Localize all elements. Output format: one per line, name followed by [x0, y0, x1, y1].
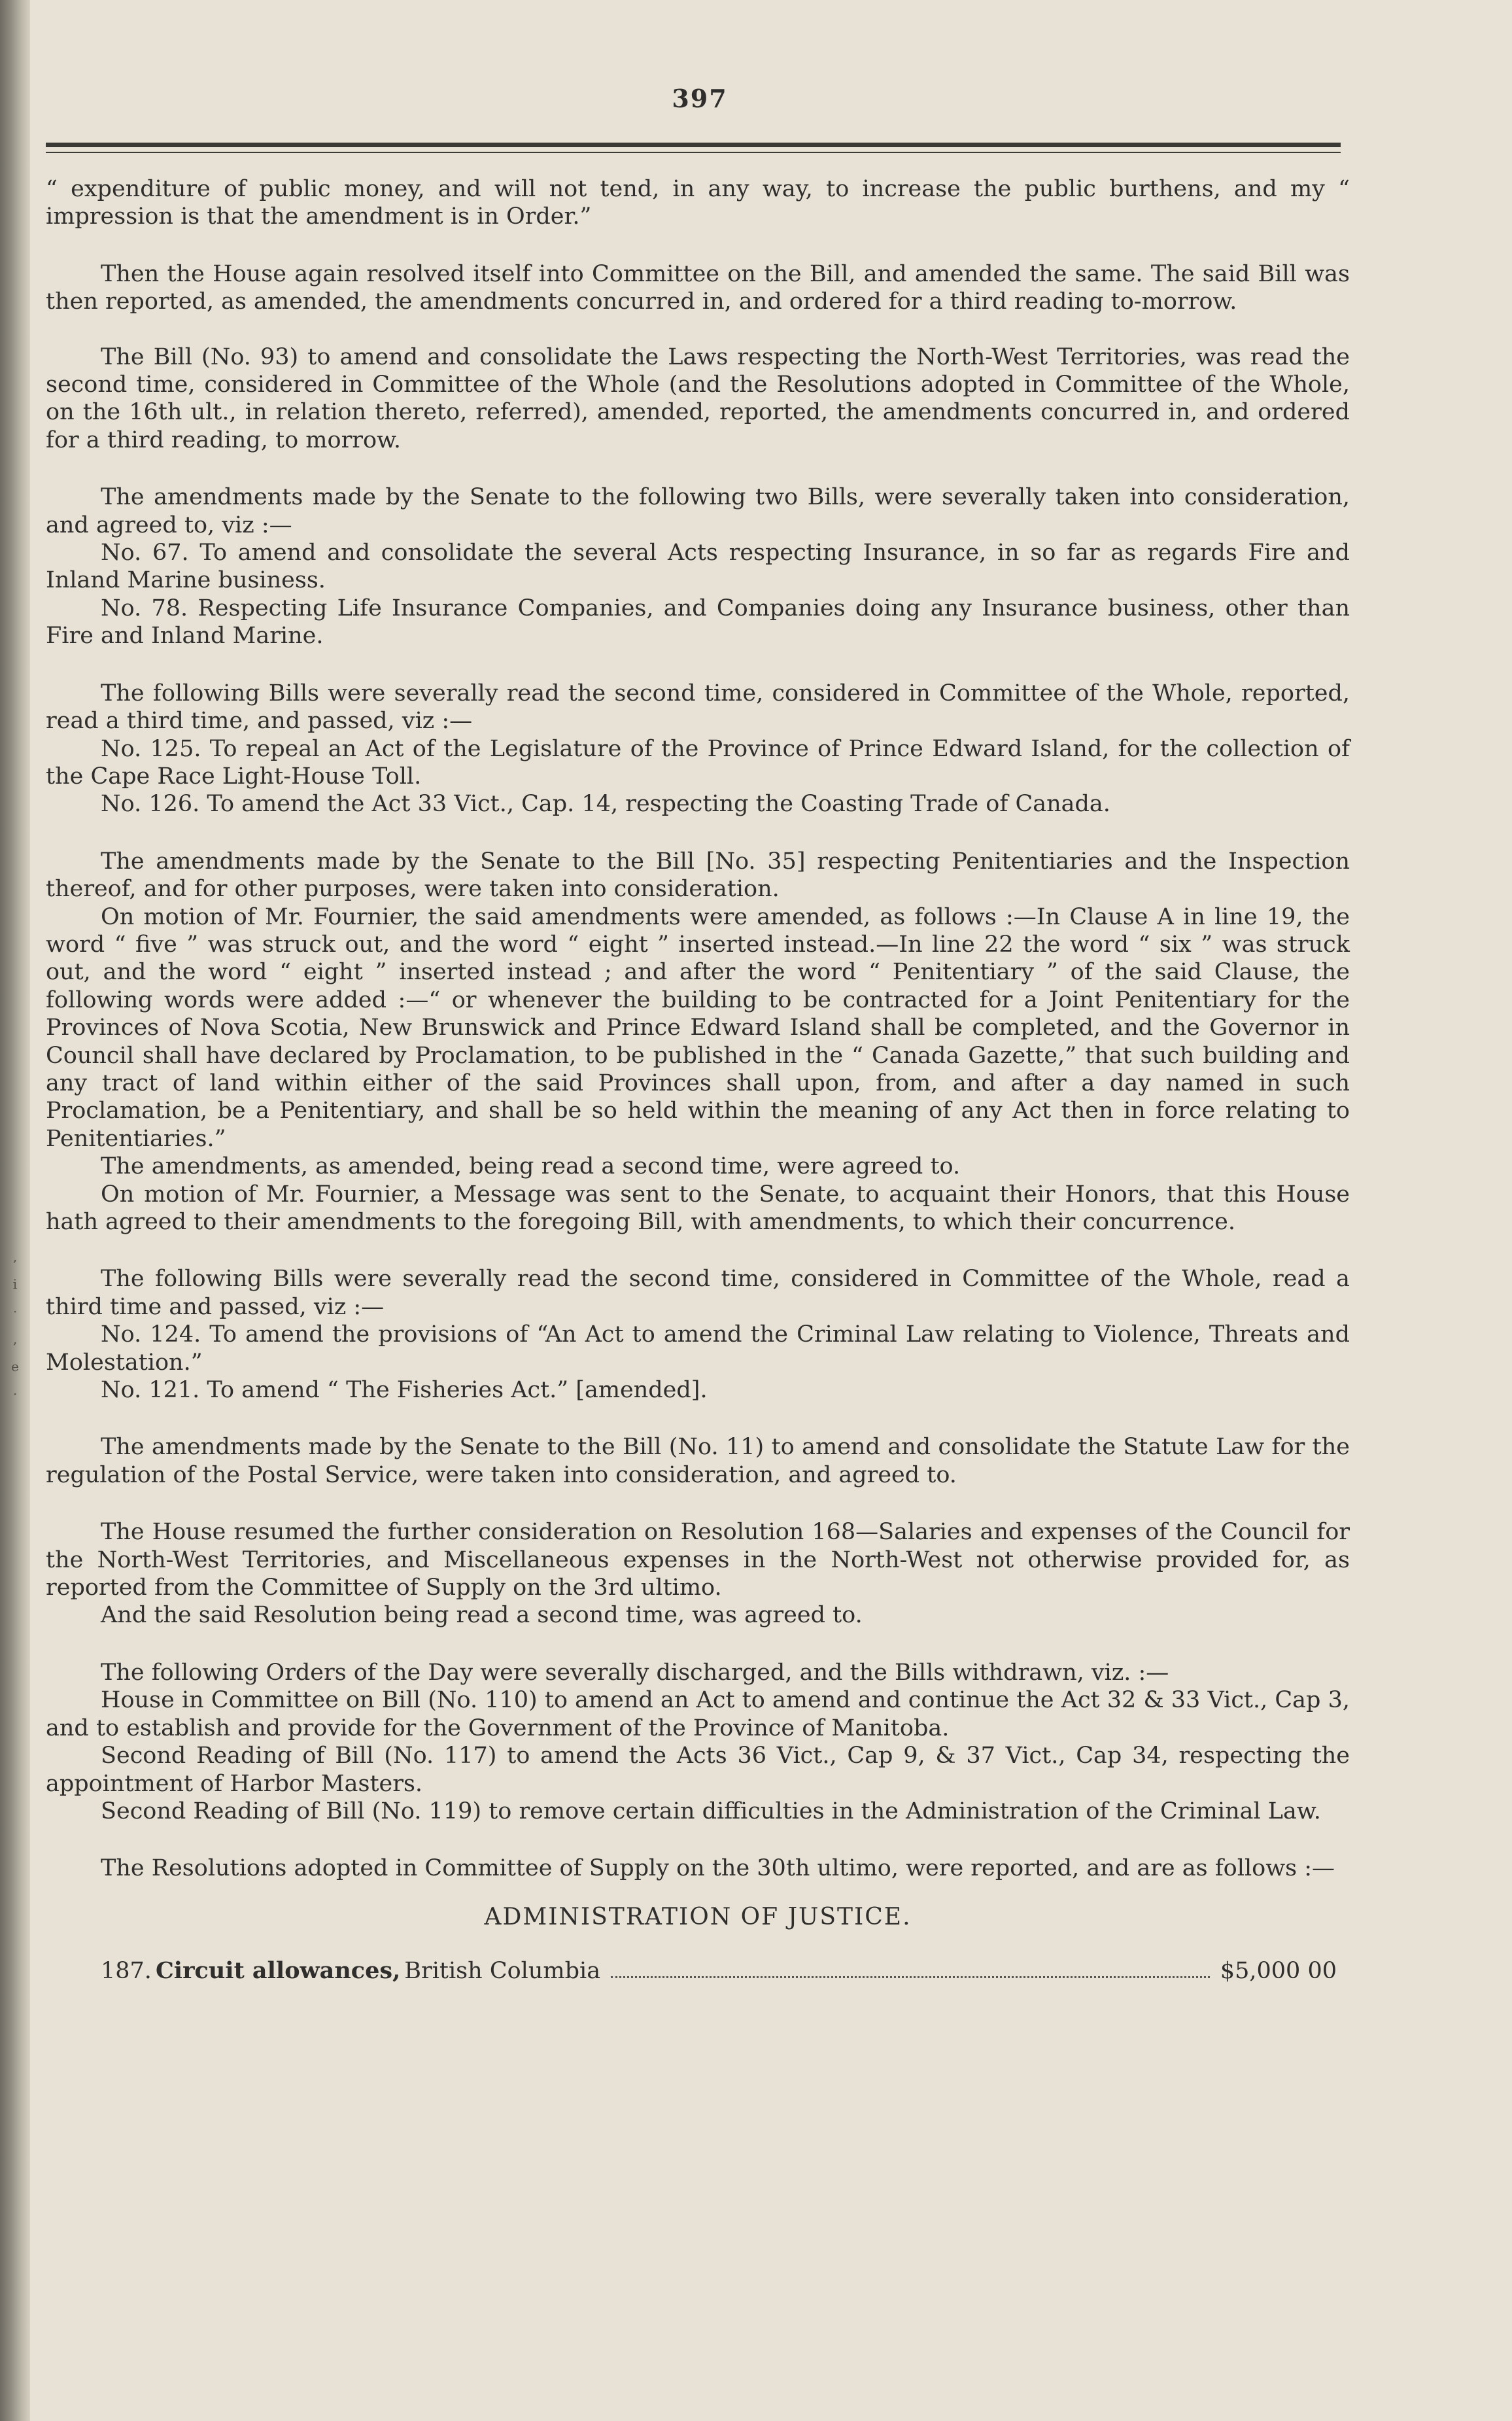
item-amount: $5,000 00 [1220, 1958, 1337, 1985]
paragraph: No. 67. To amend and consolidate the several Acts respecting Insurance, in so far as regards Fire and Inland Marine business. [46, 540, 1350, 594]
page-number: 397 [672, 84, 728, 113]
paragraph: No. 125. To repeal an Act of the Legislature of the Province of Prince Edward Island, for the collection of the Cape Race Light-House Toll. [46, 735, 1350, 790]
paragraph: And the said Resolution being read a second time, was agreed to. [101, 1602, 863, 1629]
item-location: British Columbia [404, 1958, 601, 1985]
paragraph: The following Bills were severally read the second time, considered in Committee of the Whole, read a third time and passed, viz :— [46, 1266, 1350, 1320]
paragraph: The amendments, as amended, being read a second time, were agreed to. [101, 1153, 961, 1180]
paragraph: The amendments made by the Senate to the Bill [No. 35] respecting Penitentiaries and the Inspection thereof, and for other purposes, were taken into consideration. [46, 848, 1350, 903]
list-item [46, 1957, 1350, 1985]
header-rule-thin [46, 152, 1341, 153]
paragraph: “ expenditure of public money, and will not tend, in any way, to increase the public burthens, and my “ impression is that the amendment is in Order.” [46, 176, 1350, 230]
paragraph: The following Orders of the Day were severally discharged, and the Bills withdrawn, viz. :— [101, 1659, 1169, 1686]
paragraph: The amendments made by the Senate to the Bill (No. 11) to amend and consolidate the Statute Law for the regulation of the Postal Service, were taken into consideration, and agreed to. [46, 1434, 1350, 1488]
paragraph: On motion of Mr. Fournier, a Message was sent to the Senate, to acquaint their Honors, that this House hath agreed to their amendments to the foregoing Bill, with amendments, to which their concurrence. [46, 1181, 1350, 1235]
paragraph: Second Reading of Bill (No. 117) to amend the Acts 36 Vict., Cap 9, & 37 Vict., Cap 34, respecting the appointment of Harbor Masters. [46, 1743, 1350, 1797]
paragraph: House in Committee on Bill (No. 110) to amend an Act to amend and continue the Act 32 & 33 Vict., Cap 3, and to establish and provide for the Government of the Province of Manitoba. [46, 1687, 1350, 1741]
section-heading: ADMINISTRATION OF JUSTICE. [484, 1903, 912, 1930]
item-number: 187. [101, 1958, 152, 1985]
paragraph: The amendments made by the Senate to the following two Bills, were severally taken into consideration, and agreed to, viz :— [46, 484, 1350, 538]
gutter-residue: , i · , e · [11, 1249, 19, 1402]
paragraph: The House resumed the further consideration on Resolution 168—Salaries and expenses of the Council for the North-West Territories, and Miscellaneous expenses in the North-West not otherwise provided for, as reported from the Committee of Supply on the 3rd ultimo. [46, 1519, 1350, 1601]
paragraph: On motion of Mr. Fournier, the said amendments were amended, as follows :—In Clause A in line 19, the word “ five ” was struck out, and the word “ eight ” inserted instead.—In line 22 the word “ six ” was struck out, and the word “ eight ” inserted instead ; and after the word “ Penitentiary ” of the said Clause, the following words were added :—“ or whenever the building to be contracted for a Joint Penitentiary for the Provinces of Nova Scotia, New Brunswick and Prince Edward Island shall be completed, and the Governor in Council shall have declared by Proclamation, to be published in the “ Canada Gazette,” that such building and any tract of land within either of the said Provinces shall upon, from, and after a day named in such Proclamation, be a Penitentiary, and shall be so held within the meaning of any Act then in force relating to Penitentiaries.” [46, 903, 1350, 1152]
paragraph: No. 78. Respecting Life Insurance Companies, and Companies doing any Insurance business, other than Fire and Inland Marine. [46, 595, 1350, 650]
paragraph: No. 124. To amend the provisions of “An Act to amend the Criminal Law relating to Violence, Threats and Molestation.” [46, 1321, 1350, 1376]
dot-leader [611, 1976, 1210, 1978]
paragraph: No. 126. To amend the Act 33 Vict., Cap. 14, respecting the Coasting Trade of Canada. [101, 791, 1110, 818]
paragraph: The Resolutions adopted in Committee of Supply on the 30th ultimo, were reported, and are as follows :— [101, 1855, 1335, 1882]
paragraph: The Bill (No. 93) to amend and consolidate the Laws respecting the North-West Territories, was read the second time, considered in Committee of the Whole (and the Resolutions adopted in Committee of the Whole, on the 16th ult., in relation thereto, referred), amended, reported, the amendments concurred in, and ordered for a third reading, to morrow. [46, 343, 1350, 453]
paragraph: Then the House again resolved itself into Committee on the Bill, and amended the same. The said Bill was then reported, as amended, the amendments concurred in, and ordered for a third reading to-morrow. [46, 260, 1350, 315]
paragraph: No. 121. To amend “ The Fisheries Act.” [amended]. [101, 1377, 708, 1404]
item-label: Circuit allowances, [155, 1957, 401, 1985]
paragraph: The following Bills were severally read the second time, considered in Committee of the Whole, reported, read a third time, and passed, viz :— [46, 680, 1350, 735]
binding-edge [0, 0, 30, 2421]
header-rule-thick [46, 143, 1341, 147]
paragraph: Second Reading of Bill (No. 119) to remove certain difficulties in the Administration of the Criminal Law. [101, 1798, 1321, 1824]
page-body [46, 175, 1350, 1985]
